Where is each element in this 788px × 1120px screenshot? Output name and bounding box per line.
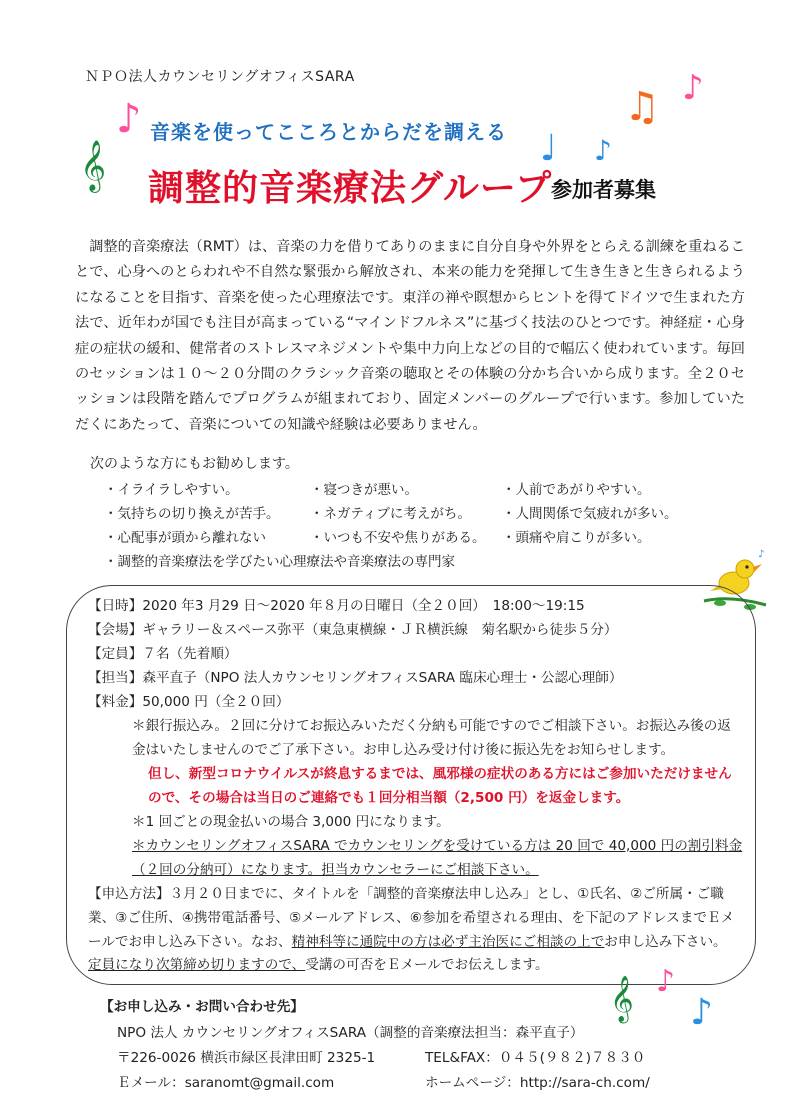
list-item: ・頭痛や肩こりが多い。 xyxy=(502,530,651,546)
contact-address: 〒226-0026 横浜市緑区長津田町 2325-1 xyxy=(117,1050,376,1066)
contact-email[interactable]: Ｅメール：saranomt@gmail.com xyxy=(117,1075,335,1091)
blue-quarter-note-icon: ♩ xyxy=(540,128,557,169)
contact-org: NPO 法人 カウンセリングオフィスSARA（調整的音楽療法担当：森平直子） xyxy=(117,1025,584,1041)
contact-heading: 【お申し込み・お問い合わせ先】 xyxy=(100,999,304,1015)
list-item: ・寝つきが悪い。 xyxy=(310,482,418,498)
contact-tel: TEL&FAX：０４５(９８２)７８３０ xyxy=(425,1050,646,1066)
apply-method: 【申込方法】３月２０日までに、タイトルを「調整的音楽療法申し込み」とし、①氏名、②ご所属・ご職業、③ご住所、④携帯電話番号、⑤メールアドレス、⑥参加を希望される理由、を下記のアドレスまでＥメールでお申し込み下さい。なお、精神科等に通院中の方は必ず主治医にご相談の上でお申し込み下さい。定員になり次第締め切りますので、受講の可否をＥメールでお伝えします。 xyxy=(88,886,735,974)
venue-row: 【会場】ギャラリー＆スペース弥平（東急東横線・ＪＲ横浜線 菊名駅から徒歩５分） xyxy=(88,622,618,638)
staff-row: 【担当】森平直子（NPO 法人カウンセリングオフィスSARA 臨床心理士・公認心理師） xyxy=(88,670,623,686)
fee-note-discount: ＊カウンセリングオフィスSARA でカウンセリングを受けている方は 20 回で 40,000 円の割引料金（２回の分納可）になります。担当カウンセラーにご相談下さい。 xyxy=(132,838,743,878)
pink-eighth-note-icon: ♪ xyxy=(116,96,142,142)
fee-note-covid: 但し、新型コロナウイルスが終息するまでは、風邪様の症状のある方にはご参加いただけませんので、その場合は当日のご連絡でも１回分相当額（2,500 円）を返金します。 xyxy=(148,766,732,806)
recruit-label: 参加者募集 xyxy=(551,178,656,202)
recommend-heading: 次のような方にもお勧めします。 xyxy=(90,456,299,472)
fee-note-bank-transfer: ＊銀行振込み。２回に分けてお振込みいただく分納も可能ですのでご相談下さい。お振込み後の返金はいたしませんのでご了承下さい。お申し込み受け付け後に振込先をお知らせします。 xyxy=(132,718,731,758)
subtitle: 音楽を使ってこころとからだを調える xyxy=(150,120,507,144)
datetime-row: 【日時】2020 年3 月29 日～2020 年８月の日曜日（全２０回） 18:00～19:15 xyxy=(88,598,585,614)
svg-text:♪: ♪ xyxy=(758,549,765,560)
list-item: ・イライラしやすい。 xyxy=(104,482,239,498)
pink-eighth-note-icon-3: ♪ xyxy=(656,964,676,999)
contact-homepage[interactable]: ホームページ：http://sara-ch.com/ xyxy=(425,1075,650,1091)
blue-eighth-note-icon-2: ♪ xyxy=(690,992,713,1033)
intro-paragraph: 調整的音楽療法（RMT）は、音楽の力を借りてありのままに自分自身や外界をとらえる訓練を重ねることで、心身へのとらわれや不自然な緊張から解放され、本来の能力を発揮して生き生きと生きられるようになることを目指す、音楽を使った心理療法です。東洋の禅や瞑想からヒントを得てドイツで生まれた方法で、近年わが国でも注目が高まっている“マインドフルネス”に基づく技法のひとつです。神経症・心身症の症状の緩和、健常者のストレスマネジメントや集中力向上などの目的で幅広く使われています。毎回のセッションは１０～２０分間のクラシック音楽の聴取とその体験の分かち合いから成ります。全２０セッションは段階を踏んでプログラムが組まれており、固定メンバーのグループで行います。参加していただくにあたって、音楽についての知識や経験は必要ありません。 xyxy=(75,239,745,433)
page-title: 調整的音楽療法グループ xyxy=(148,168,553,209)
fee-row: 【料金】50,000 円（全２０回） xyxy=(88,694,290,710)
list-item: ・人前であがりやすい。 xyxy=(502,482,651,498)
list-item: ・いつも不安や焦りがある。 xyxy=(310,530,486,546)
list-item: ・心配事が頭から離れない xyxy=(104,530,266,546)
list-item: ・人間関係で気疲れが多い。 xyxy=(502,506,678,522)
pink-eighth-note-icon-2: ♪ xyxy=(682,68,704,108)
orange-beamed-notes-icon: ♫ xyxy=(624,84,660,130)
list-item: ・ネガティブに考えがち。 xyxy=(310,506,471,522)
recommend-list xyxy=(104,480,678,548)
list-item: ・調整的音楽療法を学びたい心理療法や音楽療法の専門家 xyxy=(104,554,455,570)
list-item: ・気持ちの切り換えが苦手。 xyxy=(104,506,280,522)
blue-eighth-note-icon: ♪ xyxy=(594,134,612,167)
organization-name: ＮＰＯ法人カウンセリングオフィスSARA xyxy=(85,69,355,85)
green-treble-clef-icon: 𝄞 xyxy=(80,140,107,191)
capacity-row: 【定員】７名（先着順） xyxy=(88,646,238,662)
green-treble-clef-icon-2: 𝄞 xyxy=(610,976,634,1022)
fee-note-cash: ＊1 回ごとの現金払いの場合 3,000 円になります。 xyxy=(132,814,450,830)
